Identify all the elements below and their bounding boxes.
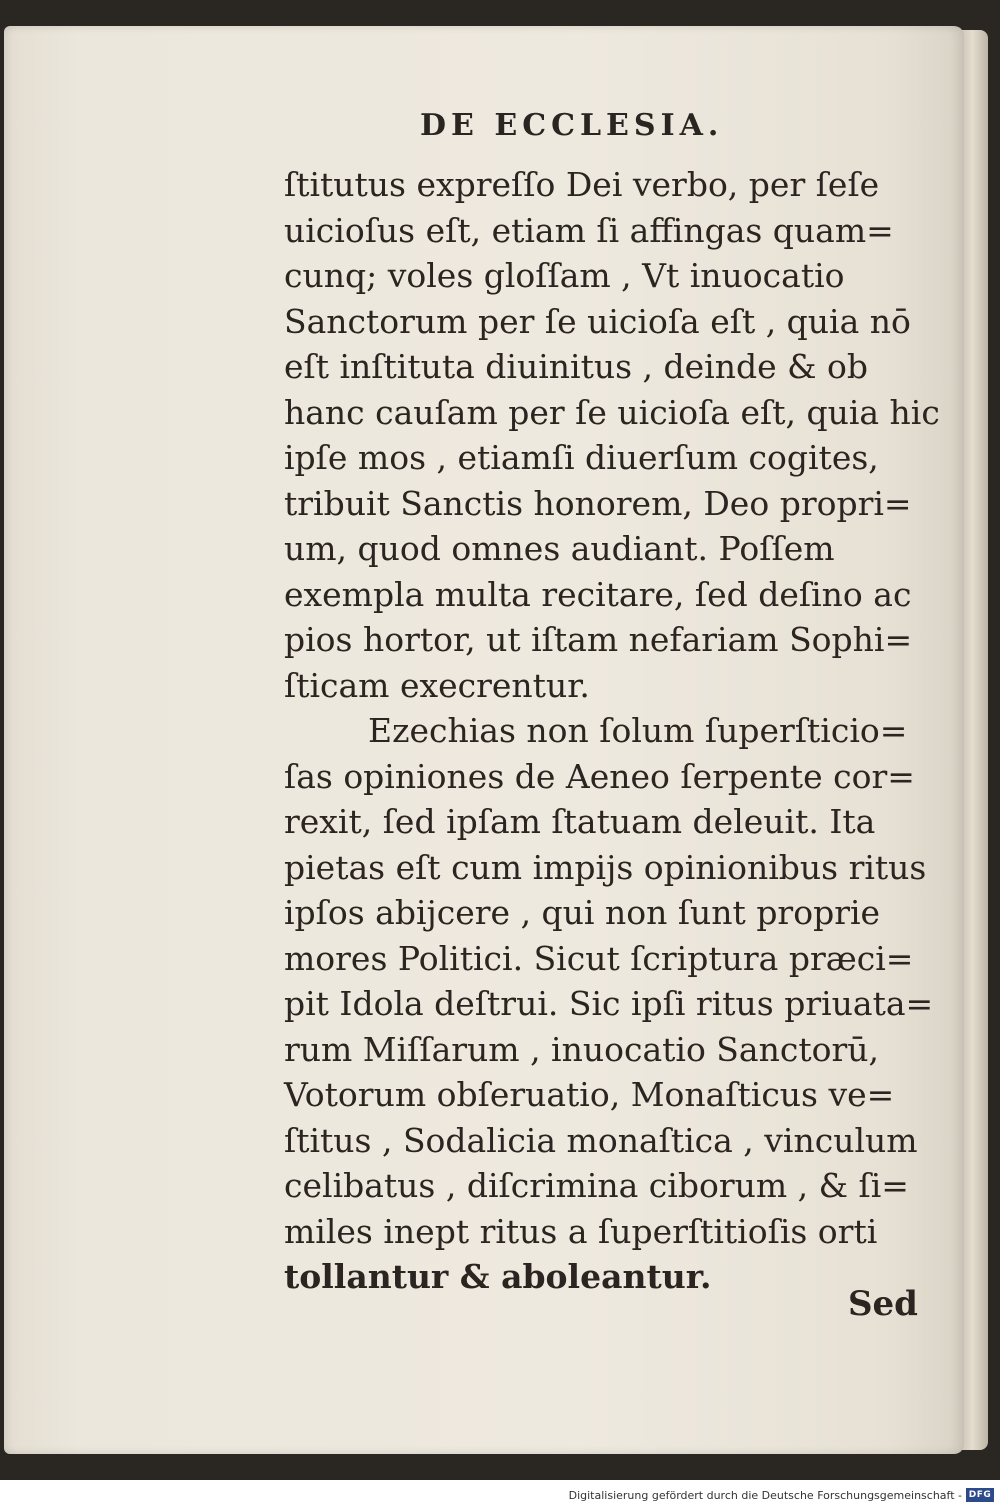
digitization-credit: Digitalisierung gefördert durch die Deutsche Forschungsgemeinschaft - (568, 1489, 962, 1502)
text-line: ſtitus , Sodalicia monaſtica , vinculum (284, 1120, 918, 1160)
text-line: ipſos abijcere , qui non ſunt proprie (284, 893, 881, 932)
dfg-logo-icon: DFG (966, 1488, 994, 1502)
text-line: pit Idola deſtrui. Sic ipſi ritus priuata= (284, 984, 934, 1023)
text-line: exempla multa recitare, ſed deſino ac (284, 574, 912, 614)
running-head: DE ECCLESIA. (420, 108, 724, 143)
text-line: mores Politici. Sicut ſcriptura præci= (284, 938, 914, 978)
text-line: hanc cauſam per ſe uicioſa eſt, quia hic (284, 392, 940, 432)
text-line: Sanctorum per ſe uicioſa eſt , quia nō (284, 301, 911, 341)
text-line: Votorum obſeruatio, Monaſticus ve= (284, 1075, 895, 1114)
body-text (284, 162, 940, 1300)
text-line: rexit, ſed ipſam ſtatuam deleuit. Ita (284, 802, 876, 841)
text-line: pios hortor, ut iſtam nefariam Sophi= (284, 620, 913, 659)
paragraph-start-line: Ezechias non ſolum ſuperſticio= (368, 711, 908, 750)
text-line: ſticam execrentur. (284, 665, 590, 705)
text-line: ſtitutus expreſſo Dei verbo, per ſeſe (284, 165, 880, 204)
catchword: Sed (848, 1284, 918, 1324)
text-line: cunq; voles gloſſam , Vt inuocatio (284, 256, 845, 295)
text-line: tribuit Sanctis honorem, Deo propri= (284, 483, 912, 523)
text-line: miles inept ritus a ſuperſtitioſis orti (284, 1211, 878, 1251)
text-line: ſas opiniones de Aeneo ſerpente cor= (284, 756, 915, 796)
text-line: um, quod omnes audiant. Poſſem (284, 529, 835, 568)
text-line: celibatus , diſcrimina ciborum , & ſi= (284, 1166, 909, 1205)
text-line: uicioſus eſt, etiam ſi affingas quam= (284, 210, 894, 250)
page-edge (962, 30, 988, 1450)
text-line: rum Miſſarum , inuocatio Sanctorū, (284, 1029, 879, 1069)
text-line: ipſe mos , etiamſi diuerſum cogites, (284, 438, 879, 477)
text-line: eſt inſtituta diuinitus , deinde & ob (284, 347, 868, 386)
text-line: tollantur & aboleantur. (284, 1257, 712, 1296)
text-line: pietas eſt cum impijs opinionibus ritus (284, 847, 927, 887)
